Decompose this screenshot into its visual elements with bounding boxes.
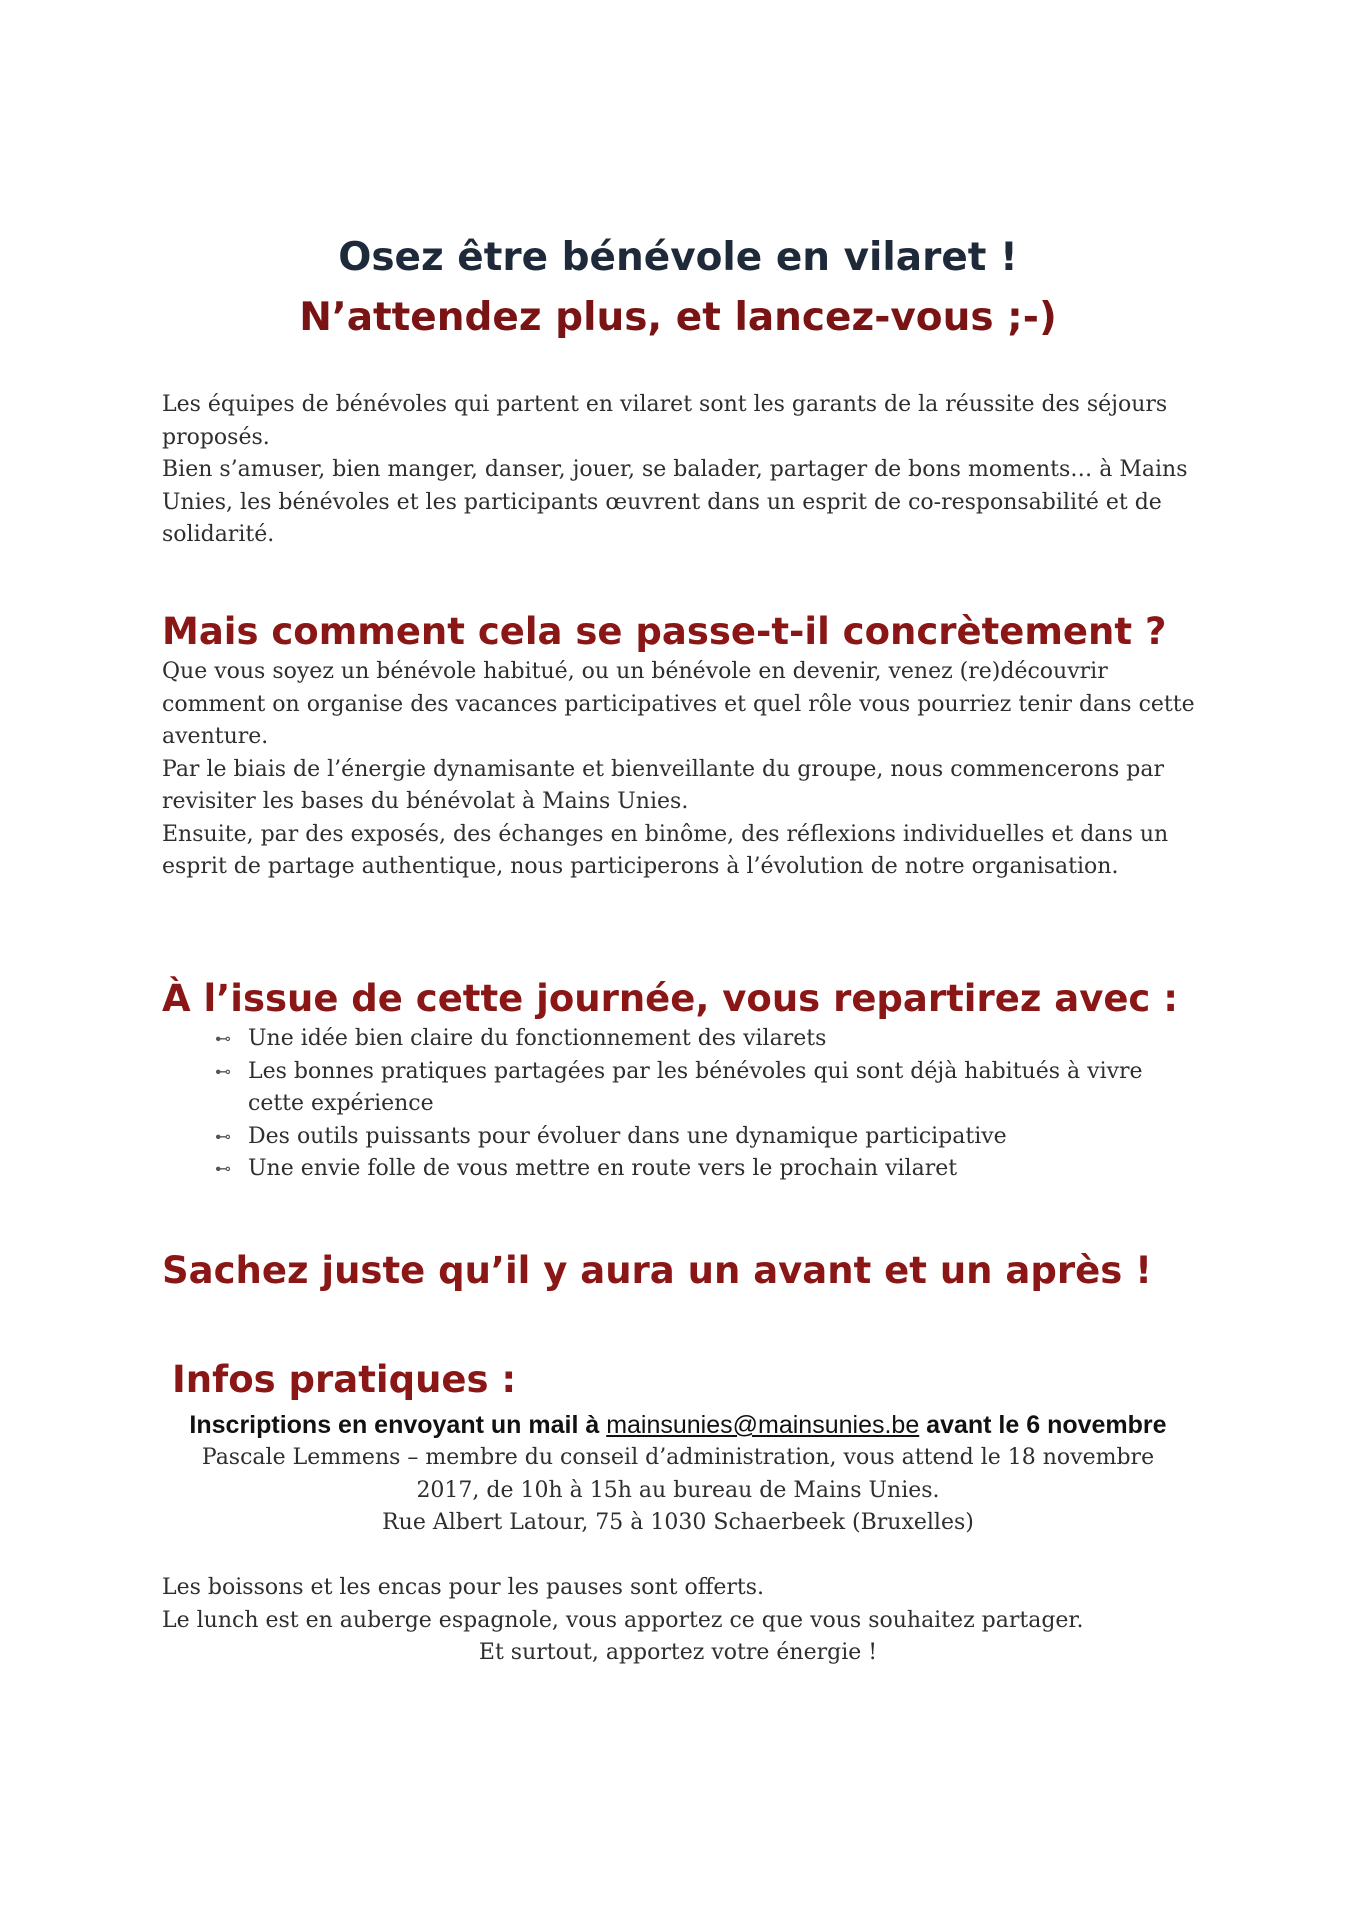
intro-section <box>162 389 1202 552</box>
how-paragraph-1: Que vous soyez un bénévole habitué, ou un bénévole en devenir, venez (re)découvrir comment on organise des vacances participatives et quel rôle vous pourriez tenir dans cette aventure. <box>162 659 1195 749</box>
intro-paragraph-1: Les équipes de bénévoles qui partent en vilaret sont les garants de la réussite des séjours proposés. <box>162 392 1168 450</box>
list-item <box>208 1023 1202 1056</box>
inscription-line <box>0 1408 1356 1442</box>
outcome-heading: À l’issue de cette journée, vous repartirez avec : <box>162 977 1179 1020</box>
closing-line-1: Les boissons et les encas pour les pauses sont offerts. <box>162 1575 765 1600</box>
tagline-heading: Sachez juste qu’il y aura un avant et un après ! <box>162 1249 1152 1292</box>
list-item-text: Des outils puissants pour évoluer dans une dynamique participative <box>248 1123 1007 1149</box>
list-item-text: Les bonnes pratiques partagées par les bénévoles qui sont déjà habitués à vivre cette expérience <box>248 1058 1143 1116</box>
infos-heading: Infos pratiques : <box>172 1358 517 1401</box>
infos-heading-wrap <box>172 1356 1212 1404</box>
list-item-text: Une idée bien claire du fonctionnement des vilarets <box>248 1026 827 1051</box>
list-item <box>208 1056 1202 1121</box>
detail-line-2: 2017, de 10h à 15h au bureau de Mains Unies. <box>416 1477 940 1503</box>
list-item <box>208 1121 1202 1154</box>
how-heading: Mais comment cela se passe-t-il concrètement ? <box>162 610 1167 653</box>
tagline-section <box>162 1247 1202 1295</box>
key-bullet-icon: ⊷ <box>215 1061 231 1081</box>
how-paragraph-2: Par le biais de l’énergie dynamisante et bienveillante du groupe, nous commencerons par revisiter les bases du bénévolat à Mains Unies. <box>162 756 1164 814</box>
page-title: Osez être bénévole en vilaret ! <box>338 235 1018 280</box>
key-bullet-icon: ⊷ <box>215 1126 231 1146</box>
outcome-section <box>162 975 1202 1186</box>
closing-section <box>162 1572 1202 1637</box>
key-bullet-icon: ⊷ <box>215 1159 231 1178</box>
inscription-prefix: Inscriptions en envoyant un mail à <box>189 1411 607 1439</box>
how-section <box>162 608 1202 884</box>
title-block <box>0 228 1356 348</box>
list-item-text: Une envie folle de vous mettre en route vers le prochain vilaret <box>248 1156 958 1181</box>
closing-center-wrap <box>0 1637 1356 1670</box>
closing-line-2: Le lunch est en auberge espagnole, vous apportez ce que vous souhaitez partager. <box>162 1607 1084 1633</box>
outcome-list <box>162 1023 1202 1186</box>
email-link[interactable]: mainsunies@mainsunies.be <box>606 1411 920 1439</box>
infos-section <box>0 1408 1356 1540</box>
closing-line-3: Et surtout, apportez votre énergie ! <box>478 1640 878 1665</box>
list-item <box>208 1153 1202 1186</box>
intro-paragraph-2: Bien s’amuser, bien manger, danser, jouer, se balader, partager de bons moments… à Mains Unies, les bénévoles et les participants œuvrent dans un esprit de co-responsabilité et de solidarité. <box>162 457 1188 547</box>
how-paragraph-3: Ensuite, par des exposés, des échanges en binôme, des réflexions individuelles et dans un esprit de partage authentique, nous participerons à l’évolution de notre organisation. <box>162 821 1169 879</box>
inscription-suffix: avant le 6 novembre <box>919 1411 1167 1439</box>
key-bullet-icon: ⊷ <box>215 1029 231 1048</box>
page-subtitle: N’attendez plus, et lancez-vous ;-) <box>299 295 1057 340</box>
detail-line-3: Rue Albert Latour, 75 à 1030 Schaerbeek (Bruxelles) <box>382 1510 974 1535</box>
detail-line-1: Pascale Lemmens – membre du conseil d’administration, vous attend le 18 novembre <box>201 1445 1155 1470</box>
